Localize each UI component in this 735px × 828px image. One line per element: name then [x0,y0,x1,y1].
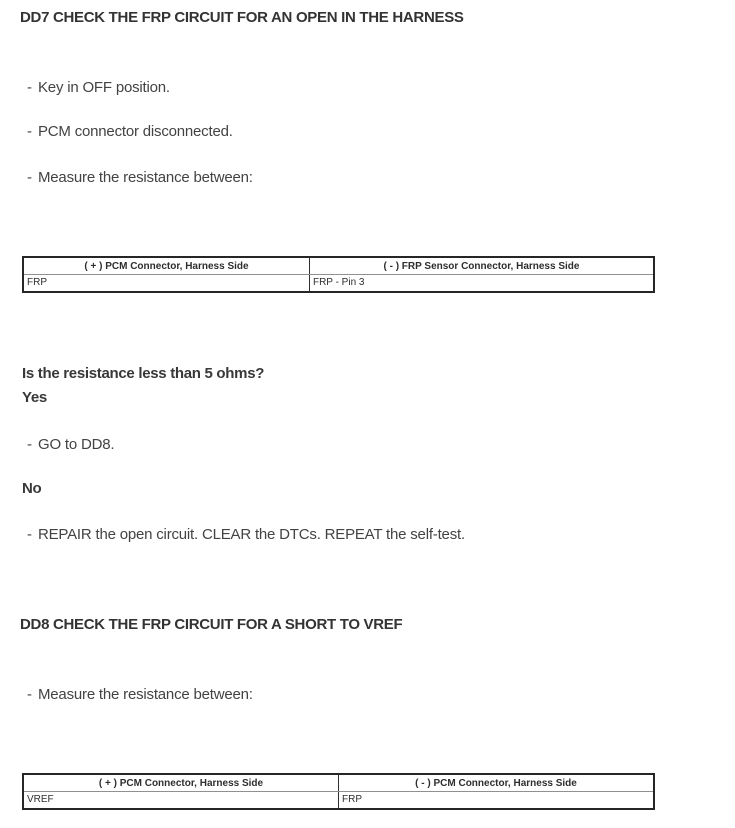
bullet-text: Measure the resistance between: [38,169,253,186]
bullet-marker: - [27,169,32,186]
table-cell: VREF [27,794,54,805]
question-text: Is the resistance less than 5 ohms? [22,365,265,382]
table-header-cell: ( + ) PCM Connector, Harness Side [23,774,339,792]
bullet-item [27,526,465,543]
bullet-item [27,79,170,96]
yes-action-text: GO to DD8. [38,436,115,453]
yes-label: Yes [22,389,47,406]
no-label: No [22,480,42,497]
table-header-row [23,774,654,792]
bullet-item [27,436,114,453]
table-cell: FRP [339,792,655,810]
measurement-table-dd8 [22,773,655,810]
bullet-marker: - [27,686,32,703]
bullet-marker: - [27,526,32,543]
step-heading-dd8: DD8 CHECK THE FRP CIRCUIT FOR A SHORT TO VREF [20,616,403,633]
table-row [23,275,654,293]
bullet-marker: - [27,123,32,140]
table-cell: FRP [27,277,47,288]
bullet-marker: - [27,79,32,96]
bullet-marker: - [27,436,32,453]
bullet-text: Key in OFF position. [38,79,170,96]
no-action-text: REPAIR the open circuit. CLEAR the DTCs. REPEAT the self-test. [38,526,465,543]
bullet-item [27,686,253,703]
table-header-cell: ( - ) PCM Connector, Harness Side [339,774,655,792]
table-cell: FRP - Pin 3 [309,275,654,293]
step-heading-dd7: DD7 CHECK THE FRP CIRCUIT FOR AN OPEN IN THE HARNESS [20,9,464,26]
bullet-text: PCM connector disconnected. [38,123,233,140]
table-row [23,792,654,810]
measurement-table-dd7 [22,256,655,293]
table-header-cell: ( + ) PCM Connector, Harness Side [23,257,309,275]
bullet-item [27,123,233,140]
table-header-row [23,257,654,275]
bullet-text: Measure the resistance between: [38,686,253,703]
bullet-item [27,169,253,186]
table-header-cell: ( - ) FRP Sensor Connector, Harness Side [309,257,654,275]
